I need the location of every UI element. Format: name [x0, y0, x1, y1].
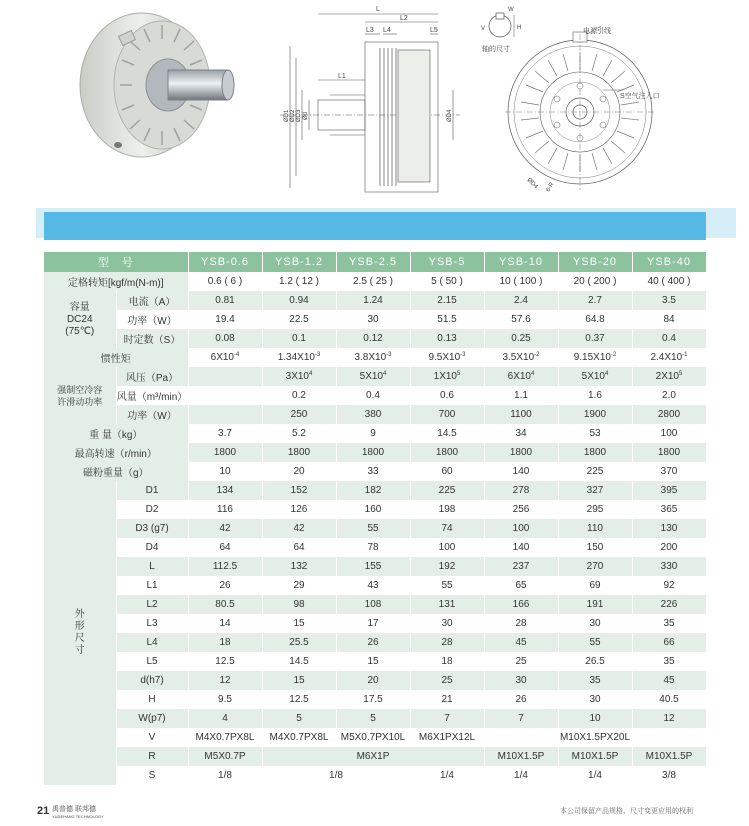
inertia-row: [44, 348, 706, 367]
air-pressure-row: [44, 367, 706, 386]
spec-table: [44, 252, 707, 785]
table-cell: $2X10^5$: [632, 367, 706, 386]
table-cell: 0.08: [188, 329, 262, 348]
dim-label: L1: [116, 576, 188, 595]
table-cell: 380: [336, 405, 410, 424]
model-ysb-1-2: YSB-1.2: [262, 252, 336, 272]
table-cell: 20: [262, 462, 336, 481]
air-flow-row: [44, 386, 706, 405]
table-cell: 370: [632, 462, 706, 481]
table-cell: 10: [188, 462, 262, 481]
table-cell: 0.94: [262, 291, 336, 310]
dim-D1-label: ØD1: [284, 109, 290, 122]
table-cell: M10X1.5P: [632, 747, 706, 766]
dim-D3-label: ØD3: [296, 109, 302, 122]
dim-L-label: L: [376, 6, 380, 13]
table-cell: 3/8: [632, 766, 706, 785]
table-cell: [188, 367, 262, 386]
current-label: 电流（A）: [116, 291, 188, 310]
dim-row-L4: [44, 633, 706, 652]
table-cell: 25.5: [262, 633, 336, 652]
table-cell: 166: [484, 595, 558, 614]
table-cell: $2.4X10^{-1}$: [632, 348, 706, 367]
table-cell: M6X1P: [262, 747, 484, 766]
powder-weight-label: 磁粉重量（g）: [44, 462, 188, 481]
table-cell: 700: [410, 405, 484, 424]
table-cell: 15: [336, 652, 410, 671]
capacity-label-line: DC24: [66, 313, 93, 325]
table-cell: 0.37: [558, 329, 632, 348]
dim-row-W: [44, 709, 706, 728]
table-cell: 150: [558, 538, 632, 557]
table-cell: 3.7: [188, 424, 262, 443]
table-cell: 4: [188, 709, 262, 728]
dim-label: L3: [116, 614, 188, 633]
table-cell: 34: [484, 424, 558, 443]
dim-row-V: [44, 728, 706, 747]
table-cell: 9: [336, 424, 410, 443]
brand-name-en: YUDEHANG TECHNOLOGY: [52, 814, 104, 819]
table-cell: 1/4: [484, 766, 558, 785]
table-cell: 57.6: [484, 310, 558, 329]
dim-row-S: [44, 766, 706, 785]
table-cell: 35: [558, 671, 632, 690]
table-cell: 84: [632, 310, 706, 329]
time-constant-row: [44, 329, 706, 348]
table-cell: 45: [632, 671, 706, 690]
dim-label: L5: [116, 652, 188, 671]
table-cell: 2.4: [484, 291, 558, 310]
table-cell: 1.24: [336, 291, 410, 310]
table-cell: 78: [336, 538, 410, 557]
table-cell: 131: [410, 595, 484, 614]
inertia-label: 惯性矩: [44, 348, 188, 367]
table-cell: 55: [336, 519, 410, 538]
table-cell: 5.2: [262, 424, 336, 443]
dimensions-label-char: 寸: [74, 645, 85, 656]
table-cell: 92: [632, 576, 706, 595]
table-cell: 64.8: [558, 310, 632, 329]
header-row: [44, 252, 706, 272]
table-cell: 60: [410, 462, 484, 481]
page-number: 21: [37, 805, 50, 817]
model-ysb-40: YSB-40: [632, 252, 706, 272]
max-speed-label: 最高转速（r/min）: [44, 443, 188, 462]
key-V-label: V: [481, 26, 486, 32]
max-speed-row: [44, 443, 706, 462]
table-cell: $5X10^4$: [336, 367, 410, 386]
model-ysb-5: YSB-5: [410, 252, 484, 272]
dim-label: D2: [116, 500, 188, 519]
table-cell: 29: [262, 576, 336, 595]
table-cell: 12.5: [188, 652, 262, 671]
cooling-label-line: 许滑动功率: [57, 396, 103, 407]
table-cell: 1.2 ( 12 ): [262, 272, 336, 291]
table-cell: 45: [484, 633, 558, 652]
capacity-label: [44, 291, 116, 348]
key-W-label: W: [508, 7, 514, 13]
table-cell: [188, 405, 262, 424]
weight-row: [44, 424, 706, 443]
table-cell: M10X1.5P: [484, 747, 558, 766]
dim-label: H: [116, 690, 188, 709]
dim-row-R: [44, 747, 706, 766]
table-cell: 132: [262, 557, 336, 576]
table-cell: $9.15X10^{-2}$: [558, 348, 632, 367]
table-cell: 0.6: [410, 386, 484, 405]
table-cell: 0.4: [336, 386, 410, 405]
key-H-label: H: [517, 25, 522, 31]
table-cell: 1100: [484, 405, 558, 424]
model-ysb-0-6: YSB-0.6: [188, 252, 262, 272]
table-cell: 1800: [262, 443, 336, 462]
torque-label: 定格转矩[kgf/m(N-m)]: [44, 272, 188, 291]
table-cell: 55: [410, 576, 484, 595]
table-cell: 26: [336, 633, 410, 652]
table-cell: 55: [558, 633, 632, 652]
table-cell: 1800: [410, 443, 484, 462]
table-cell: 64: [188, 538, 262, 557]
dim-label: L2: [116, 595, 188, 614]
table-cell: 198: [410, 500, 484, 519]
table-cell: 30: [558, 614, 632, 633]
table-cell: $6X10^4$: [484, 367, 558, 386]
table-cell: 80.5: [188, 595, 262, 614]
table-cell: $5X10^4$: [558, 367, 632, 386]
dim-L4-label: L4: [383, 27, 391, 34]
table-cell: 1/4: [410, 766, 484, 785]
dim-row-H: [44, 690, 706, 709]
dim-row-D3: [44, 519, 706, 538]
table-cell: 191: [558, 595, 632, 614]
table-cell: 0.6 ( 6 ): [188, 272, 262, 291]
dim-label: d(h7): [116, 671, 188, 690]
table-cell: 116: [188, 500, 262, 519]
table-cell: 25: [410, 671, 484, 690]
table-cell: 40.5: [632, 690, 706, 709]
dimensions-label-char: 形: [74, 621, 85, 632]
table-cell: 225: [410, 481, 484, 500]
table-cell: 140: [484, 538, 558, 557]
table-cell: 15: [262, 614, 336, 633]
table-cell: 278: [484, 481, 558, 500]
table-cell: 28: [410, 633, 484, 652]
table-cell: 33: [336, 462, 410, 481]
table-cell: 5: [262, 709, 336, 728]
section-banner: [44, 212, 706, 240]
table-cell: 18: [188, 633, 262, 652]
table-cell: 256: [484, 500, 558, 519]
table-cell: 20 ( 200 ): [558, 272, 632, 291]
dim-row-d: [44, 671, 706, 690]
table-cell: 10: [558, 709, 632, 728]
table-cell: 1800: [336, 443, 410, 462]
table-cell: 69: [558, 576, 632, 595]
table-cell: 35: [632, 614, 706, 633]
dim-row-L2: [44, 595, 706, 614]
copyright-note: 本公司保留产品规格、尺寸变更应用的权利: [560, 808, 693, 815]
weight-label: 重 量（kg）: [44, 424, 188, 443]
dim-row-L: [44, 557, 706, 576]
table-cell: 330: [632, 557, 706, 576]
table-cell: 237: [484, 557, 558, 576]
table-cell: 110: [558, 519, 632, 538]
table-cell: 1.1: [484, 386, 558, 405]
dim-label: R: [116, 747, 188, 766]
dim-d-label: Ød: [303, 111, 309, 120]
table-cell: 21: [410, 690, 484, 709]
table-cell: 30: [410, 614, 484, 633]
table-cell: 15: [262, 671, 336, 690]
table-cell: 182: [336, 481, 410, 500]
cooling-label-line: 强制空冷容: [57, 384, 103, 395]
dimensions-label-char: 外: [74, 609, 85, 620]
model-ysb-20: YSB-20: [558, 252, 632, 272]
holes-label: 6-R: [545, 181, 556, 193]
table-cell: 1800: [632, 443, 706, 462]
power-label: 功率（W）: [116, 310, 188, 329]
table-cell: 9.5: [188, 690, 262, 709]
table-cell: 3.5: [632, 291, 706, 310]
table-cell: 0.13: [410, 329, 484, 348]
table-cell: 270: [558, 557, 632, 576]
table-cell: 1.6: [558, 386, 632, 405]
dim-label: V: [116, 728, 188, 747]
table-cell: $9.5X10^{-3}$: [410, 348, 484, 367]
table-cell: 22.5: [262, 310, 336, 329]
table-cell: M6X1PX12L: [410, 728, 484, 747]
dim-D4-label: ØD4: [447, 109, 453, 122]
table-cell: 1/8: [188, 766, 262, 785]
table-cell: 160: [336, 500, 410, 519]
table-cell: 134: [188, 481, 262, 500]
dim-label: L4: [116, 633, 188, 652]
current-row: [44, 291, 706, 310]
table-cell: 0.2: [262, 386, 336, 405]
dim-row-D1: [44, 481, 706, 500]
table-cell: $3.5X10^{-2}$: [484, 348, 558, 367]
table-cell: 108: [336, 595, 410, 614]
table-cell: 130: [632, 519, 706, 538]
table-cell: 295: [558, 500, 632, 519]
time-constant-label: 时定数（S）: [116, 329, 188, 348]
table-cell: 2.5 ( 25 ): [336, 272, 410, 291]
table-cell: 140: [484, 462, 558, 481]
table-cell: 26: [188, 576, 262, 595]
dim-D2-label: ØD2: [290, 109, 296, 122]
dim-label: L: [116, 557, 188, 576]
table-cell: 0.12: [336, 329, 410, 348]
table-cell: $3.8X10^{-3}$: [336, 348, 410, 367]
table-cell: 17.5: [336, 690, 410, 709]
table-cell: 2.15: [410, 291, 484, 310]
table-cell: 35: [632, 652, 706, 671]
table-cell: 12.5: [262, 690, 336, 709]
shaft-size-label: 轴的尺寸: [482, 46, 510, 53]
table-cell: 0.4: [632, 329, 706, 348]
table-cell: 2.7: [558, 291, 632, 310]
dim-row-L3: [44, 614, 706, 633]
table-cell: 365: [632, 500, 706, 519]
table-cell: 42: [188, 519, 262, 538]
product-photo: [70, 5, 245, 165]
model-ysb-10: YSB-10: [484, 252, 558, 272]
table-cell: 100: [632, 424, 706, 443]
table-cell: 0.1: [262, 329, 336, 348]
dim-row-L5: [44, 652, 706, 671]
product-illustrations: [0, 0, 749, 205]
table-cell: 126: [262, 500, 336, 519]
table-cell: M5X0.7PX10L: [336, 728, 410, 747]
table-cell: 2800: [632, 405, 706, 424]
table-cell: 395: [632, 481, 706, 500]
table-cell: M5X0.7P: [188, 747, 262, 766]
table-cell: 20: [336, 671, 410, 690]
dim-label: D4: [116, 538, 188, 557]
dim-label: D3 (g7): [116, 519, 188, 538]
table-cell: 1/8: [262, 766, 410, 785]
table-cell: 98: [262, 595, 336, 614]
cooling-label: [44, 367, 116, 424]
table-cell: 26.5: [558, 652, 632, 671]
table-cell: 2.0: [632, 386, 706, 405]
table-cell: 12: [632, 709, 706, 728]
table-cell: 30: [484, 671, 558, 690]
table-cell: 200: [632, 538, 706, 557]
table-cell: 65: [484, 576, 558, 595]
table-cell: 25: [484, 652, 558, 671]
table-cell: 225: [558, 462, 632, 481]
table-cell: 66: [632, 633, 706, 652]
table-cell: 64: [262, 538, 336, 557]
table-cell: 43: [336, 576, 410, 595]
table-cell: $1.34X10^{-3}$: [262, 348, 336, 367]
table-cell: M4X0.7PX8L: [262, 728, 336, 747]
table-cell: 53: [558, 424, 632, 443]
lead-wire-label: 电源引线: [583, 28, 611, 35]
air-flow-label: 风量（m³/min）: [116, 386, 188, 405]
table-cell: 192: [410, 557, 484, 576]
table-cell: M10X1.5PX20L: [484, 728, 706, 747]
table-cell: 74: [410, 519, 484, 538]
table-cell: 0.25: [484, 329, 558, 348]
table-cell: 1900: [558, 405, 632, 424]
brand-name-cn: 禹普德 联邦德: [52, 806, 96, 813]
table-cell: 40 ( 400 ): [632, 272, 706, 291]
table-cell: 250: [262, 405, 336, 424]
dim-L1-label: L1: [338, 73, 346, 80]
capacity-label-line: 容量: [69, 301, 90, 313]
table-cell: 0.81: [188, 291, 262, 310]
dim-D4-front-label: ØD4: [525, 177, 539, 191]
page-footer: [0, 804, 749, 826]
table-cell: 7: [484, 709, 558, 728]
table-cell: 5: [336, 709, 410, 728]
table-cell: M4X0.7PX8L: [188, 728, 262, 747]
table-cell: 17: [336, 614, 410, 633]
dim-row-D4: [44, 538, 706, 557]
torque-row: [44, 272, 706, 291]
dim-label: S: [116, 766, 188, 785]
side-view-drawing: [270, 0, 470, 200]
dimensions-label-char: 尺: [74, 633, 85, 644]
table-cell: 12: [188, 671, 262, 690]
front-view-drawing: [505, 20, 705, 205]
table-cell: $6X10^{-4}$: [188, 348, 262, 367]
dim-label: D1: [116, 481, 188, 500]
table-cell: 30: [558, 690, 632, 709]
table-cell: 30: [336, 310, 410, 329]
air-inlet-label: S空气注入口: [620, 93, 660, 100]
table-cell: 112.5: [188, 557, 262, 576]
table-cell: 100: [484, 519, 558, 538]
table-cell: 5 ( 50 ): [410, 272, 484, 291]
table-cell: 14: [188, 614, 262, 633]
dim-row-L1: [44, 576, 706, 595]
model-header: 型 号: [44, 252, 188, 272]
table-cell: 18: [410, 652, 484, 671]
table-cell: 1800: [558, 443, 632, 462]
air-pressure-label: 风压（Pa）: [116, 367, 188, 386]
table-cell: M10X1.5P: [558, 747, 632, 766]
capacity-label-line: (75℃): [65, 325, 95, 337]
dim-L3-label: L3: [366, 27, 374, 34]
table-cell: 42: [262, 519, 336, 538]
dim-L2-label: L2: [400, 15, 408, 22]
table-cell: 1800: [188, 443, 262, 462]
cooling-power-row: [44, 405, 706, 424]
table-cell: 19.4: [188, 310, 262, 329]
table-cell: 100: [410, 538, 484, 557]
cooling-power-label: 功率（W）: [116, 405, 188, 424]
table-cell: 155: [336, 557, 410, 576]
dimensions-label: [44, 481, 116, 785]
table-cell: 28: [484, 614, 558, 633]
table-cell: 327: [558, 481, 632, 500]
table-cell: 1800: [484, 443, 558, 462]
table-cell: 26: [484, 690, 558, 709]
table-cell: 10 ( 100 ): [484, 272, 558, 291]
table-cell: [188, 386, 262, 405]
table-cell: 14.5: [262, 652, 336, 671]
model-ysb-2-5: YSB-2.5: [336, 252, 410, 272]
table-cell: 1/4: [558, 766, 632, 785]
table-cell: $3X10^4$: [262, 367, 336, 386]
dim-label: W(p7): [116, 709, 188, 728]
powder-weight-row: [44, 462, 706, 481]
table-cell: $1X10^5$: [410, 367, 484, 386]
dim-L5-label: L5: [430, 27, 438, 34]
table-cell: 226: [632, 595, 706, 614]
dim-row-D2: [44, 500, 706, 519]
table-cell: 51.5: [410, 310, 484, 329]
table-cell: 152: [262, 481, 336, 500]
brand-logo: [52, 806, 104, 820]
table-cell: 7: [410, 709, 484, 728]
table-cell: 14.5: [410, 424, 484, 443]
power-row: [44, 310, 706, 329]
